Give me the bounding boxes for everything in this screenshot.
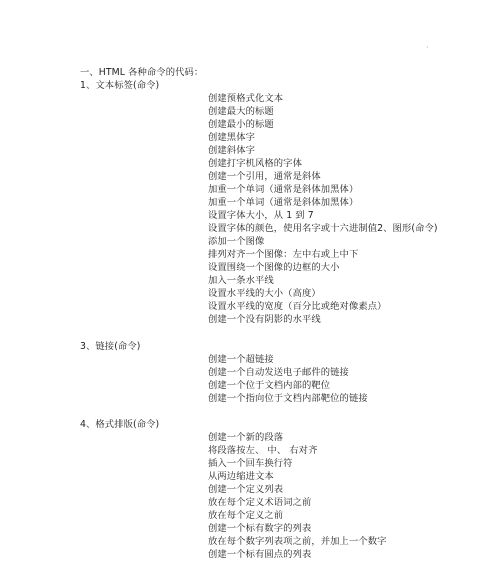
list-item: 创建最小的标题 [208,119,274,130]
list-item: 加入一条水平线 [208,275,274,286]
list-item: 创建一个新的段落 [208,432,284,443]
list-item: 创建一个超链接 [208,354,274,365]
section-title: 3、链接(命令) [80,341,141,352]
list-item: 创建一个标有数字的列表 [208,523,312,534]
list-item: 插入一个回车换行符 [208,458,293,469]
list-item: 放在每个数字列表项之前，并加上一个数字 [208,536,387,547]
list-item: 创建打字机风格的字体 [208,158,302,169]
list-item: 创建最大的标题 [208,106,274,117]
list-item: 设置围绕一个图像的边框的大小 [208,262,340,273]
list-item: 创建一个指向位于文档内部靶位的链接 [208,393,368,404]
list-item: 创建一个没有阴影的水平线 [208,314,321,325]
list-item: 创建一个标有圆点的列表 [208,549,312,560]
list-item: 将段落按左、 中、 右对齐 [208,445,318,456]
list-item: 创建预格式化文本 [208,93,284,104]
list-item: 加重一个单词（通常是斜体加黑体） [208,184,359,195]
list-item: 添加一个图像 [208,236,265,247]
list-item: 放在每个定义之前 [208,510,284,521]
list-item: 排列对齐一个图像：左中右或上中下 [208,249,359,260]
list-item: 从两边缩进文本 [208,471,274,482]
section-title: 4、格式排版(命令) [80,419,160,430]
list-item: 放在每个定义术语词之前 [208,497,312,508]
document-heading: 一、HTML 各种命令的代码： [80,67,204,78]
list-item: 设置字体大小，从 1 到 7 [208,210,314,221]
page-mark-dot: · [426,43,429,52]
list-item: 设置水平线的宽度（百分比或绝对像素点） [208,301,387,312]
list-item: 设置水平线的大小（高度） [208,288,321,299]
list-item: 创建一个位于文档内部的靶位 [208,380,331,391]
section-title: 1、文本标签(命令) [80,80,160,91]
list-item: 加重一个单词（通常是斜体加黑体） [208,197,359,208]
list-item: 创建一个定义列表 [208,484,284,495]
list-item: 创建一个自动发送电子邮件的链接 [208,367,349,378]
list-item: 设置字体的颜色，使用名字或十六进制值2、图形(命令) [208,223,438,234]
list-item: 创建一个引用，通常是斜体 [208,171,321,182]
list-item: 创建黑体字 [208,132,255,143]
list-item: 创建斜体字 [208,145,255,156]
